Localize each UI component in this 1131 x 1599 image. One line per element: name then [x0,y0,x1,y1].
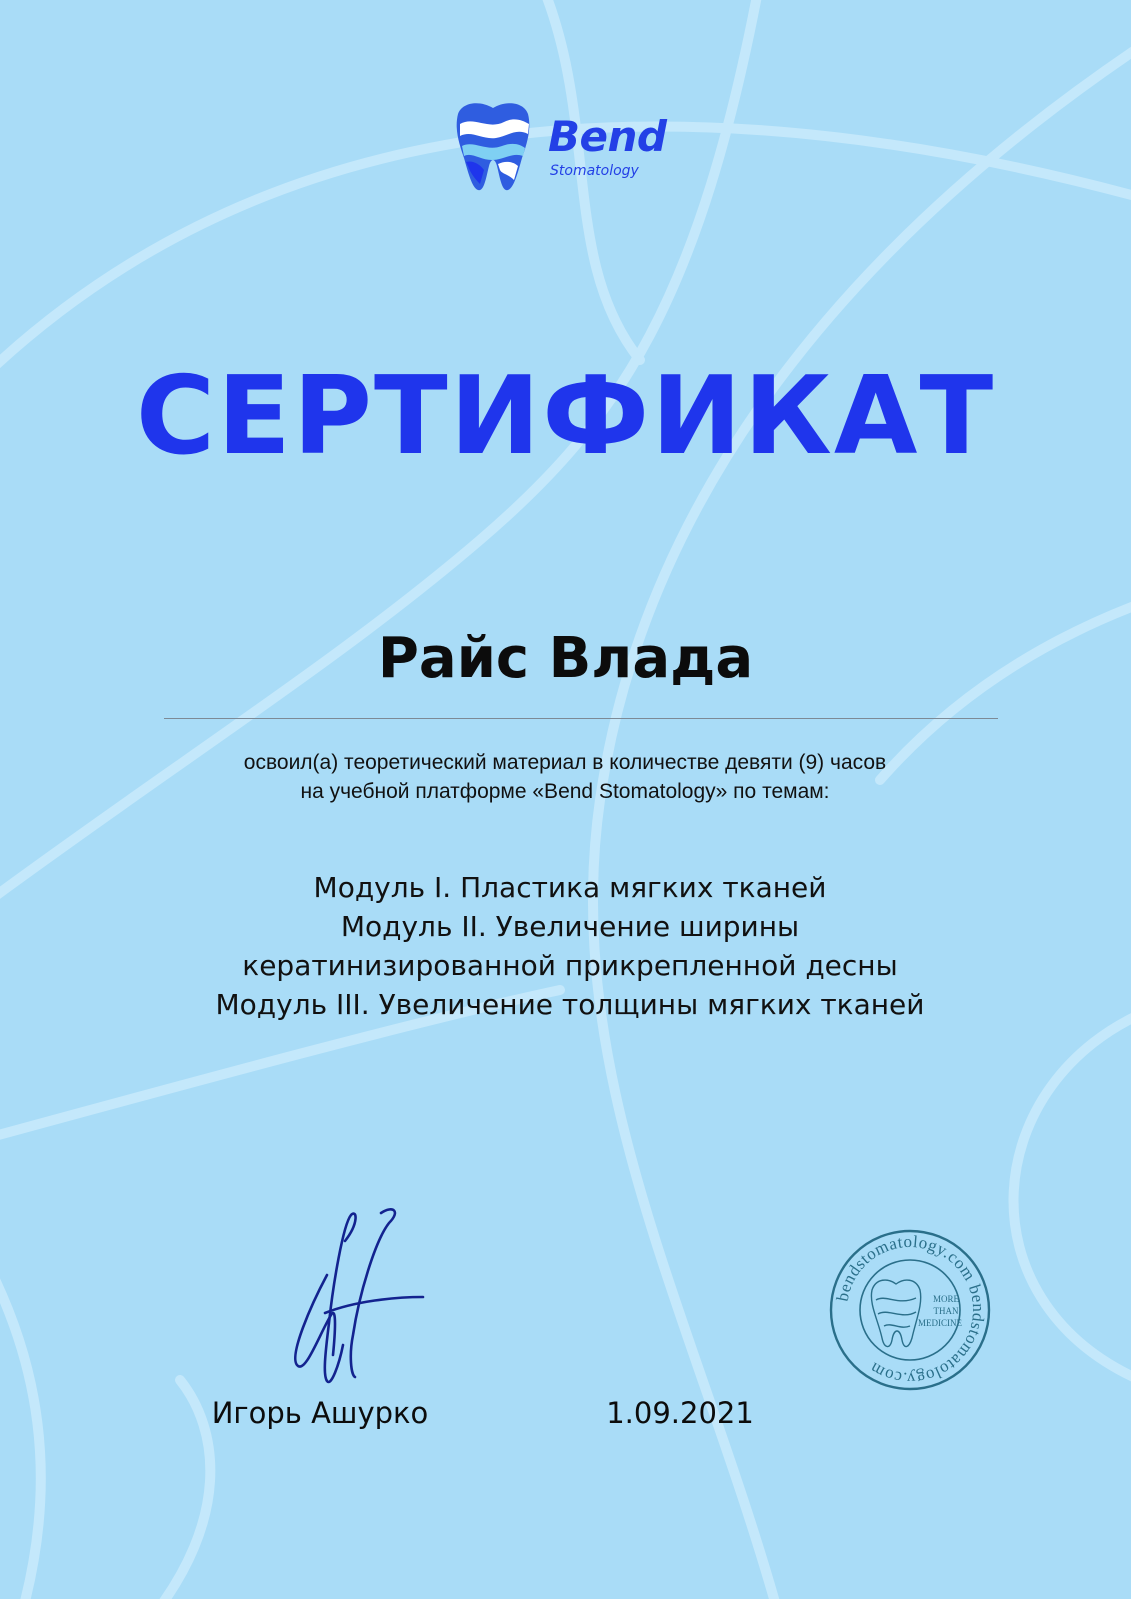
certificate-title: СЕРТИФИКАТ [135,354,996,479]
seal-text-line: THAN [933,1306,959,1316]
description [90,748,1040,806]
brand-logo [452,100,692,200]
signature [285,1205,435,1385]
seal-tooth-icon [871,1280,920,1347]
module-line: Модуль I. Пластика мягких тканей [313,871,827,904]
seal-ring-text: bendstomatology.com bendstomatology.com [832,1231,989,1389]
recipient-name: Райс Влада [377,626,754,691]
description-line: освоил(а) теоретический материал в количестве девяти (9) часов [243,751,887,774]
seal-stamp [828,1228,992,1392]
logo-name: Bend [548,112,667,161]
seal-text-line: MORE [932,1294,960,1304]
logo-subtitle: Stomatology [550,163,639,179]
module-line: кератинизированной прикрепленной десны [242,949,898,982]
module-line: Модуль III. Увеличение толщины мягких тканей [215,988,925,1021]
module-list [40,868,1100,1024]
description-line: на учебной платформе «Bend Stomatology» по темам: [300,780,830,803]
certificate-date: 1.09.2021 [606,1396,754,1430]
signer-name: Игорь Ашурко [211,1396,429,1430]
name-underline [164,718,998,719]
seal-text-line: MEDICINE [918,1318,962,1328]
tooth-logo-icon [452,100,534,192]
seal-outer-ring [831,1231,989,1389]
module-line: Модуль II. Увеличение ширины [340,910,800,943]
